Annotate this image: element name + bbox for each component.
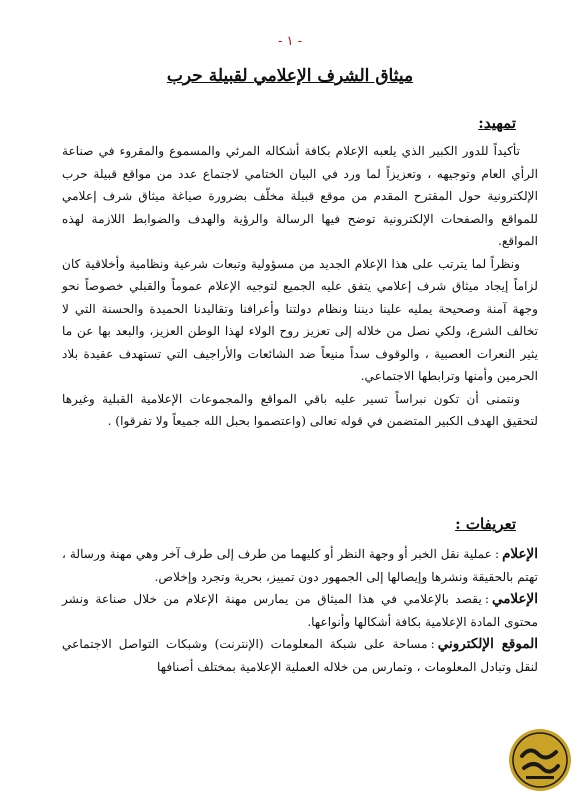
definition-item: الإعلامي:يقصد بالإعلامي في هذا الميثاق من يمارس مهنة الإعلام من خلال صناعة ونشر محتوى المادة الإعلامية بكافة أشكالها وأنواعها. — [62, 591, 538, 629]
definition-item: الموقع الإلكتروني:مساحة على شبكة المعلومات (الإنترنت) وشبكات التواصل الاجتماعي لنقل وتبادل المعلومات ، وتمارس من خلاله العملية الإعلامية بمختلف أصنافها — [62, 636, 538, 674]
definition-term: الإعلام — [502, 546, 538, 562]
definition-text: عملية نقل الخبر أو وجهة النظر أو كليهما من طرف إلى طرف آخر وهي مهنة ورسالة ، تهتم بالحقيقة ونشرها وإيصالها إلى الجمهور دون تمييز، بحرية وتجرد وإخلاص. — [62, 547, 538, 584]
page-number: - ١ - — [277, 34, 303, 49]
definition-term: الموقع الإلكتروني — [437, 636, 538, 652]
intro-paragraph-3: ونتمنى أن تكون نبراساً تسير عليه باقي المواقع والمجموعات الإعلامية القبلية وغيرها لتحقيق الهدف الكبير المتضمن في قوله تعالى (واعتصموا بحبل الله جميعاً ولا تفرقوا) . — [62, 391, 538, 428]
definitions-heading: تعريفات : — [455, 515, 516, 533]
intro-heading: تمهيد: — [478, 114, 516, 132]
definition-term: الإعلامي — [491, 591, 538, 607]
watermark-logo — [508, 728, 572, 792]
intro-paragraph-2: ونظراً لما يترتب على هذا الإعلام الجديد من مسؤولية وتبعات شرعية ونظامية وأخلاقية كان لزاماً إيجاد ميثاق شرف إعلامي يتفق عليه الجميع لتوجيه الإعلام عموماً والقبلي خصوصاً نحو وجهة آمنة وصحيحة يمليه علينا ديننا ونظام دولتنا وأعرافنا وتقاليدنا الحميدة والحسنة التي لا تخالف الشرع، ولكي نصل من خلاله إلى تعزيز روح الولاء لهذا الوطن العزيز، والبعد بها عن ما يثير النعرات العصبية ، والوقوف سداً منيعاً ضد الشائعات والأراجيف التي تستهدف عقيدة بلاد الحرمين وأمنها وترابطها الاجتماعي. — [62, 256, 538, 383]
intro-paragraph-1: تأكيداً للدور الكبير الذي يلعبه الإعلام بكافة أشكاله المرئي والمسموع والمقروء في صناعة الرأي العام وتوجيهه ، وتعزيزاً لما ورد في البيان الختامي لاجتماع عدد من مواقع قبيلة حرب الإلكترونية حول المقترح المقدم من موقع قبيلة مخلّف بضرورة صياغة ميثاق شرف إعلامي للمواقع والصفحات الإلكترونية توضح فيها الرسالة والرؤية والهدف والضوابط اللازمة لهذه المواقع. — [62, 144, 538, 248]
intro-section — [62, 140, 538, 433]
document-title: ميثاق الشرف الإعلامي لقبيلة حرب — [166, 66, 414, 86]
definition-text: يقصد بالإعلامي في هذا الميثاق من يمارس مهنة الإعلام من خلال صناعة ونشر محتوى المادة الإعلامية بكافة أشكالها وأنواعها. — [62, 592, 538, 629]
definitions-section — [62, 543, 538, 678]
definition-item: الإعلام:عملية نقل الخبر أو وجهة النظر أو كليهما من طرف إلى طرف آخر وهي مهنة ورسالة ، تهتم بالحقيقة ونشرها وإيصالها إلى الجمهور دون تمييز، بحرية وتجرد وإخلاص. — [62, 546, 538, 584]
definition-text: مساحة على شبكة المعلومات (الإنترنت) وشبكات التواصل الاجتماعي لنقل وتبادل المعلومات ، وتمارس من خلاله العملية الإعلامية بمختلف أصنافها — [62, 637, 538, 674]
logo-badge-icon — [509, 729, 571, 791]
